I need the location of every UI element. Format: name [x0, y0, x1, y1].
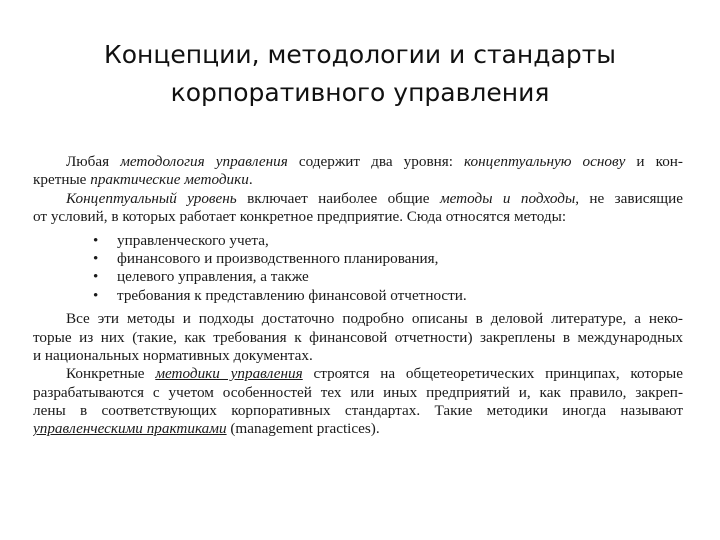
bullet-item: [33, 287, 683, 305]
paragraph-2-line-1: [33, 190, 683, 208]
italic-term: методики управления: [155, 365, 303, 383]
text-run: содержит два уровня:: [287, 153, 465, 170]
bullet-item: [33, 250, 683, 268]
slide-title-line-1: Концепции, методологии и стандарты: [103, 40, 616, 69]
italic-term: практические методики: [90, 171, 249, 189]
text-run: включает наиболее общие: [236, 189, 440, 207]
bullet-dot: •: [93, 249, 99, 267]
bullet-item: [33, 268, 683, 286]
bullet-item: [33, 232, 683, 250]
bullet-dot: •: [93, 268, 99, 286]
text-run: и кон-: [625, 153, 683, 170]
bullet-text: целевого управления, а также: [117, 268, 309, 286]
underlined-term: [155, 365, 302, 382]
paragraph-1-line-1: [33, 153, 683, 171]
text-run: кретные: [33, 171, 91, 189]
paragraph-3-line-1: Все эти методы и подходы достаточно подробно описаны в деловой литературе, а неко-: [66, 310, 683, 328]
paragraph-4-line-4: [33, 420, 683, 438]
slide-title: [40, 36, 680, 112]
slide-title-line-2: корпоративного управления: [170, 78, 550, 107]
bullet-dot: •: [93, 231, 99, 249]
text-run: , не зависящие: [575, 189, 683, 207]
italic-term: концептуальную основу: [464, 153, 626, 170]
paragraph-4-line-2: разрабатываются с учетом особенностей тех или иных предприятий и, как правило, закреп-: [33, 383, 683, 401]
italic-term: методы и подходы: [439, 189, 576, 207]
text-run: (management practices).: [226, 420, 380, 438]
italic-term: Концептуальный уровень: [66, 189, 237, 207]
underlined-term: [33, 420, 227, 437]
bullet-dot: •: [93, 286, 99, 304]
text-run: .: [248, 171, 253, 189]
italic-term: управленческими практиками: [33, 420, 227, 438]
text-run: Конкретные: [66, 365, 156, 383]
paragraph-1-line-2: [33, 171, 683, 189]
text-run: строятся на общетеоретических принципах, которые: [302, 365, 683, 383]
paragraph-3-line-2: торые из них (такие, как требования к финансовой отчетности) закреплены в международных: [33, 328, 683, 346]
document-excerpt: [33, 153, 683, 439]
italic-term: методология управления: [120, 153, 288, 170]
bullet-text: требования к представлению финансовой отчетности.: [117, 286, 467, 304]
paragraph-4-line-3: лены в соответствующих корпоративных стандартах. Такие методики иногда называют: [33, 402, 683, 420]
bullet-text: управленческого учета,: [117, 231, 269, 249]
text-run: Любая: [66, 153, 121, 170]
bullet-text: финансового и производственного планирования,: [117, 249, 439, 267]
paragraph-4-line-1: [33, 365, 683, 383]
paragraph-2-line-2: от условий, в которых работает конкретное предприятие. Сюда относятся методы:: [33, 208, 567, 226]
paragraph-3-line-3: и национальных нормативных документах.: [33, 346, 313, 364]
